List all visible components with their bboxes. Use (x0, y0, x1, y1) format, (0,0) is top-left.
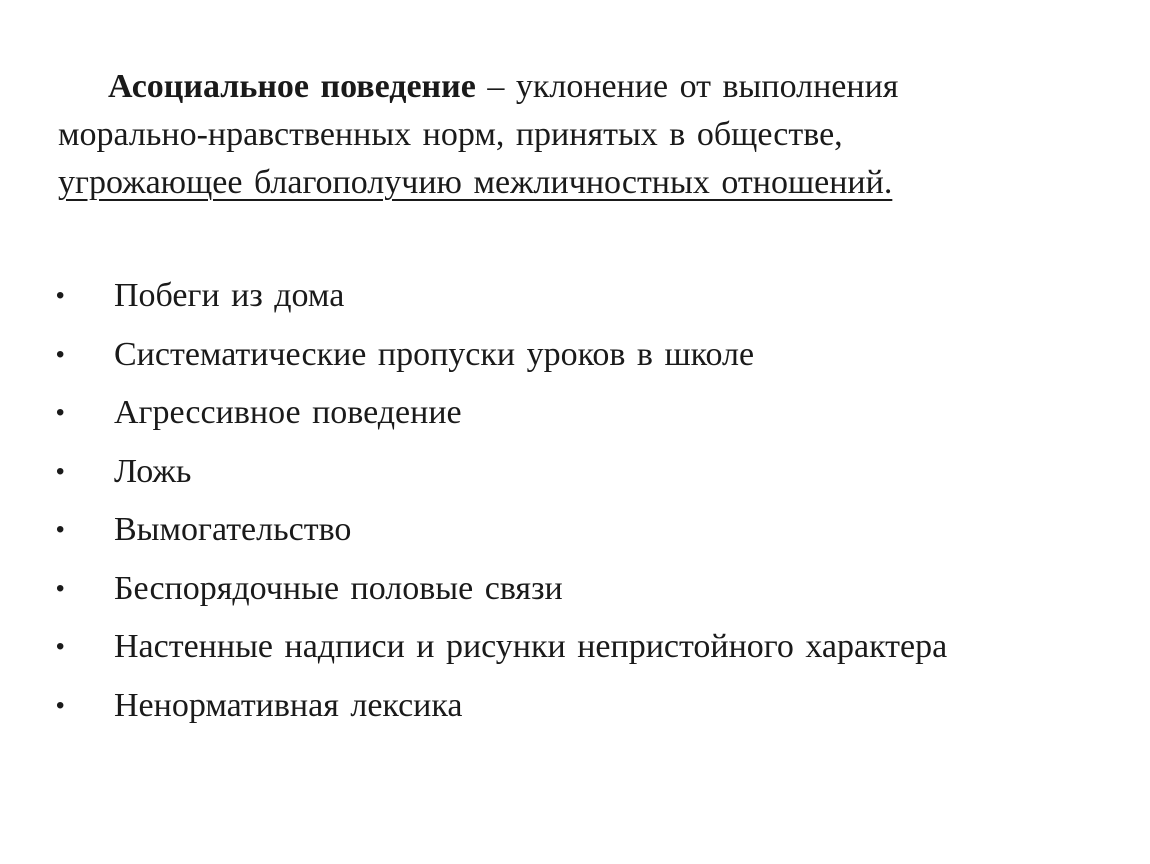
bullet-icon: • (56, 282, 65, 309)
definition-line-2: морально-нравственных норм, принятых в обществе, (58, 116, 843, 153)
list-item (0, 504, 1100, 563)
behavior-list (0, 270, 1100, 738)
definition-line-1-rest: – уклонение от выполнения (475, 68, 899, 105)
definition-line-1 (58, 63, 1058, 111)
list-item (0, 446, 1100, 505)
list-item-text: Систематические пропуски уроков в школе (114, 335, 755, 373)
list-item-text: Ненормативная лексика (114, 686, 463, 724)
bullet-icon: • (56, 340, 65, 368)
list-item (0, 621, 1100, 680)
list-item (0, 270, 1100, 329)
list-item (0, 680, 1100, 739)
bullet-icon: • (56, 516, 65, 543)
list-item (0, 387, 1100, 446)
bullet-icon: • (56, 574, 65, 602)
definition-paragraph (58, 63, 1058, 207)
list-item-text: Ложь (114, 452, 192, 490)
bullet-icon: • (56, 691, 65, 719)
list-item (0, 563, 1100, 622)
list-item-text: Беспорядочные половые связи (114, 569, 563, 607)
bullet-icon: • (56, 457, 65, 485)
bullet-icon: • (56, 399, 65, 426)
list-item (0, 329, 1100, 388)
list-item-text: Побеги из дома (114, 277, 345, 314)
definition-line-3-underlined: угрожающее благополучию межличностных отношений. (58, 164, 893, 201)
definition-term: Асоциальное поведение (108, 68, 476, 105)
list-item-text: Агрессивное поведение (114, 394, 462, 431)
bullet-icon: • (56, 633, 65, 660)
list-item-text: Настенные надписи и рисунки непристойного характера (114, 628, 948, 665)
list-item-text: Вымогательство (114, 511, 352, 548)
